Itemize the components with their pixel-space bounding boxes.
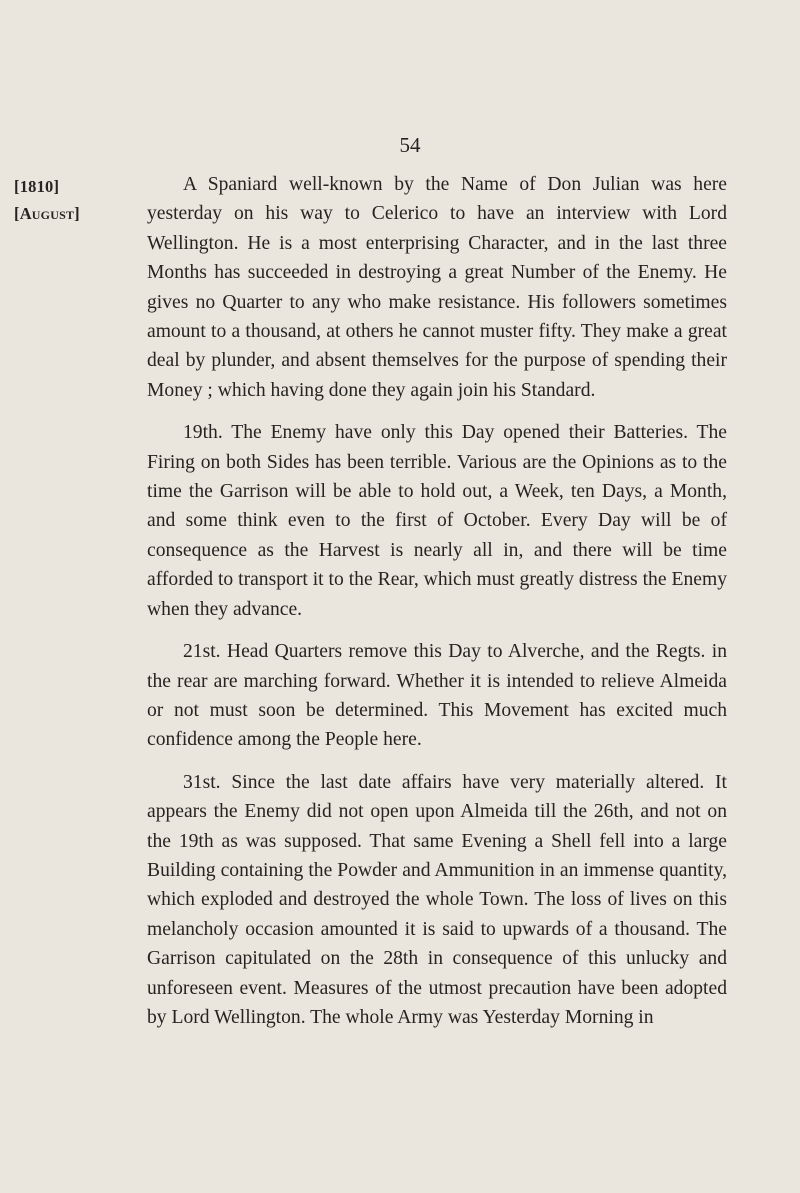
page-number: 54 (399, 133, 421, 157)
paragraph-31st: 31st. Since the last date affairs have very materially altered. It appears the Enemy did not open upon Almeida till the 26th, and not on the 19th as was supposed. That same Evening a Shell fell into a large Building containing the Powder and Ammunition in an immense quantity, which exploded and destroyed the whole Town. The loss of lives on this melancholy occasion amounted it is said to upwards of a thousand. The Garrison capitulated on the 28th in consequence of this unlucky and unforeseen event. Measures of the utmost precaution have been adopted by Lord Wellington. The whole Army was Yesterday Morning in (147, 771, 727, 1028)
paragraph-19th: 19th. The Enemy have only this Day opened their Batteries. The Firing on both Sides has been terrible. Various are the Opinions as to the time the Garrison will be able to hold out, a Week, ten Days, a Month, and some think even to the first of October. Every Day will be of consequence as the Harvest is nearly all in, and there will be time afforded to transport it to the Rear, which must greatly distress the Enemy when they advance. (147, 422, 727, 620)
body-text (147, 170, 727, 1045)
margin-month-note: [August] (14, 204, 80, 223)
paragraph-don-julian: A Spaniard well-known by the Name of Don Julian was here yesterday on his way to Celerico to have an interview with Lord Wellington. He is a most enterprising Character, and in the last three Months has succeeded in destroying a great Number of the Enemy. He gives no Quarter to any who make resistance. His followers sometimes amount to a thousand, at others he cannot muster fifty. They make a great deal by plunder, and absent themselves for the purpose of spending their Money ; which having done they again join his Standard. (147, 174, 727, 401)
paragraph-21st: 21st. Head Quarters remove this Day to Alverche, and the Regts. in the rear are marching forward. Whether it is intended to relieve Almeida or not must soon be determined. This Movement has excited much confidence among the People here. (147, 641, 727, 751)
margin-year-note: [1810] (14, 177, 60, 196)
